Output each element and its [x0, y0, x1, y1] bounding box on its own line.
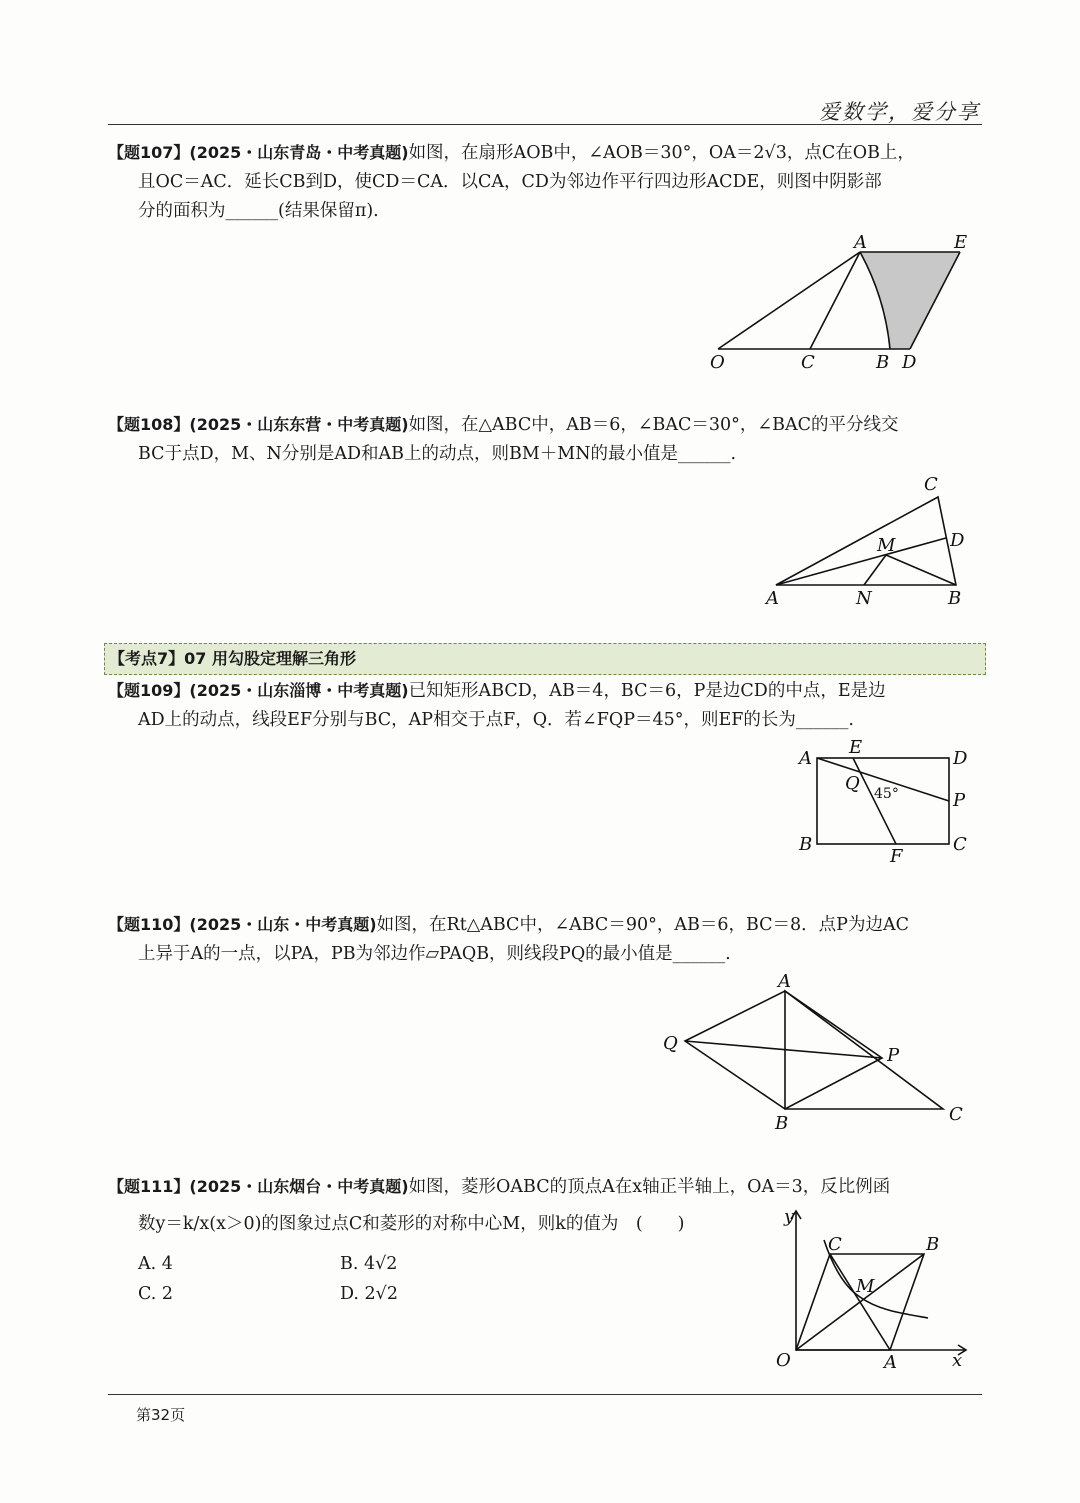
label-B: B	[948, 588, 962, 609]
footer-rule	[108, 1394, 982, 1395]
question-108	[108, 410, 984, 469]
option-b: B. 4√2	[340, 1254, 398, 1274]
shaded-region	[860, 252, 960, 349]
kaodian-banner: 【考点7】07 用勾股定理解三角形	[104, 643, 986, 675]
figure-111	[760, 1200, 980, 1375]
question-text: AD上的动点，线段EF分别与BC，AP相交于点F，Q．若∠FQP＝45°，则EF的长为______.	[138, 710, 854, 730]
question-text: 上异于A的一点，以PA，PB为邻边作▱PAQB，则线段PQ的最小值是______.	[138, 944, 731, 964]
question-text: 已知矩形ABCD，AB＝4，BC＝6，P是边CD的中点，E是边	[408, 681, 886, 701]
label-C: C	[949, 1104, 963, 1125]
label-F: F	[890, 846, 903, 867]
header-motto: 爱数学，爱分享	[819, 100, 980, 124]
label-P: P	[887, 1045, 900, 1066]
label-x: x	[952, 1350, 963, 1371]
figure-108	[760, 470, 980, 610]
label-A: A	[778, 971, 791, 992]
question-text: BC于点D，M、N分别是AD和AB上的动点，则BM＋MN的最小值是______.	[138, 444, 737, 464]
label-O: O	[776, 1350, 791, 1371]
page-number: 第32页	[136, 1406, 186, 1424]
label-D: D	[953, 748, 968, 769]
option-c: C. 2	[138, 1284, 174, 1304]
label-y: y	[784, 1206, 795, 1227]
question-107	[108, 138, 984, 226]
question-110	[108, 910, 984, 969]
question-tag: 【题109】(2025・山东淄博・中考真题)	[108, 681, 409, 700]
label-C: C	[828, 1234, 842, 1255]
figure-107	[700, 228, 990, 373]
question-text: 数y＝k/x(x＞0)的图象过点C和菱形的对称中心M，则k的值为 ( )	[138, 1214, 685, 1234]
label-Q: Q	[663, 1033, 678, 1054]
header-rule	[108, 124, 982, 125]
label-P: P	[953, 790, 966, 811]
label-E: E	[849, 738, 863, 758]
label-B: B	[926, 1234, 940, 1255]
figure-110	[655, 965, 985, 1140]
question-text: 且OC＝AC．延长CB到D，使CD＝CA．以CA，CD为邻边作平行四边形ACDE，则图中阴影部	[138, 172, 882, 192]
label-D: D	[950, 530, 965, 551]
label-A: A	[799, 748, 812, 769]
label-D: D	[902, 352, 917, 373]
label-E: E	[954, 232, 968, 253]
label-M: M	[877, 535, 896, 556]
label-M: M	[856, 1276, 875, 1297]
label-B: B	[775, 1113, 789, 1134]
question-text: 如图，在扇形AOB中，∠AOB＝30°，OA＝2√3，点C在OB上，	[408, 143, 915, 163]
question-text: 如图，在Rt△ABC中，∠ABC＝90°，AB＝6，BC＝8．点P为边AC	[376, 915, 909, 935]
question-text: 分的面积为______(结果保留π).	[138, 201, 379, 221]
label-N: N	[856, 588, 872, 609]
label-B: B	[799, 834, 813, 855]
label-45-degrees: 45°	[874, 786, 899, 802]
question-tag: 【题107】(2025・山东青岛・中考真题)	[108, 143, 409, 162]
label-Q: Q	[845, 773, 860, 794]
option-a: A. 4	[138, 1254, 173, 1274]
label-A: A	[884, 1352, 897, 1373]
label-C: C	[924, 474, 938, 495]
question-109	[108, 676, 984, 735]
label-B: B	[876, 352, 890, 373]
label-C: C	[801, 352, 815, 373]
label-O: O	[710, 352, 725, 373]
figure-109	[795, 738, 980, 868]
question-tag: 【题111】(2025・山东烟台・中考真题)	[108, 1177, 409, 1196]
label-A: A	[854, 232, 867, 253]
question-text: 如图，菱形OABC的顶点A在x轴正半轴上，OA＝3，反比例函	[408, 1177, 891, 1197]
question-tag: 【题110】(2025・山东・中考真题)	[108, 915, 377, 934]
label-A: A	[766, 588, 779, 609]
label-C: C	[953, 834, 967, 855]
option-d: D. 2√2	[340, 1284, 398, 1304]
question-text: 如图，在△ABC中，AB＝6，∠BAC＝30°，∠BAC的平分线交	[408, 415, 899, 435]
question-tag: 【题108】(2025・山东东营・中考真题)	[108, 415, 409, 434]
